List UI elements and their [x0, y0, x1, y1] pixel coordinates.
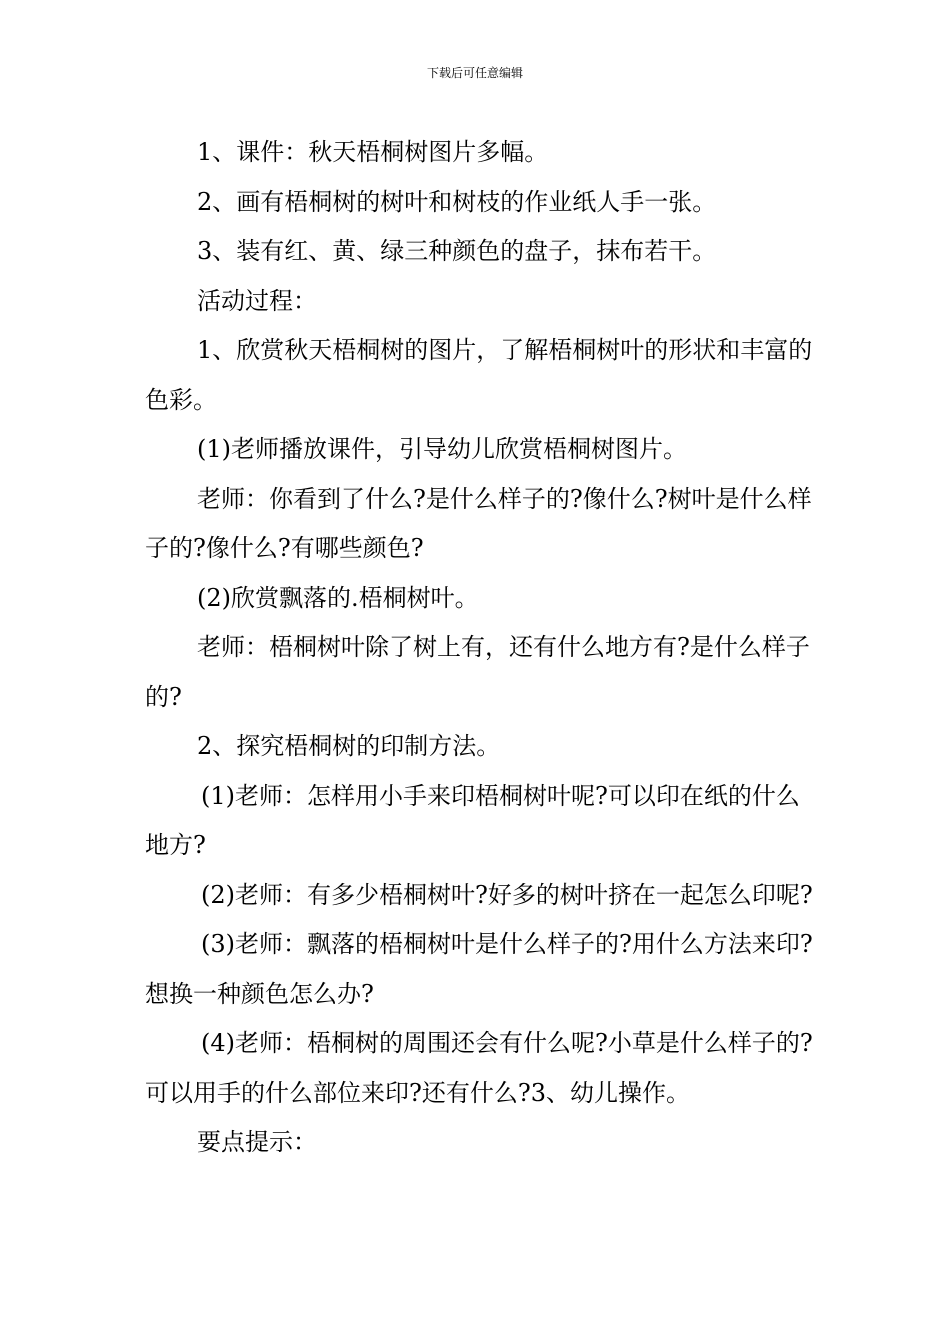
paragraph: 老师：你看到了什么?是什么样子的?像什么?树叶是什么样子的?像什么?有哪些颜色?: [145, 484, 812, 562]
page-header: 下载后可任意编辑: [426, 66, 523, 80]
paragraph: 要点提示：: [197, 1128, 317, 1156]
paragraph: (4)老师：梧桐树的周围还会有什么呢?小草是什么样子的?可以用手的什么部位来印?还有什么?3、幼儿操作。: [145, 1029, 813, 1107]
paragraph: (1)老师播放课件，引导幼儿欣赏梧桐树图片。: [197, 435, 687, 463]
paragraph: (2)老师：有多少梧桐树叶?好多的树叶挤在一起怎么印呢?: [201, 880, 813, 909]
paragraph: 老师：梧桐树叶除了树上有，还有什么地方有?是什么样子的?: [145, 633, 810, 711]
document-body: [145, 128, 813, 1168]
paragraph: 1、欣赏秋天梧桐树的图片，了解梧桐树叶的形状和丰富的色彩。: [145, 336, 813, 414]
paragraph: 2、画有梧桐树的树叶和树枝的作业纸人手一张。: [197, 187, 717, 216]
paragraph: 1、课件：秋天梧桐树图片多幅。: [197, 138, 549, 166]
paragraph: 2、探究梧桐树的印制方法。: [197, 732, 501, 760]
paragraph: 3、装有红、黄、绿三种颜色的盘子，抹布若干。: [197, 237, 717, 265]
paragraph: (1)老师：怎样用小手来印梧桐树叶呢?可以印在纸的什么地方?: [145, 781, 800, 859]
paragraph: 活动过程：: [197, 286, 317, 315]
paragraph: (2)欣赏飘落的.梧桐树叶。: [197, 583, 479, 612]
paragraph: (3)老师：飘落的梧桐树叶是什么样子的?用什么方法来印?想换一种颜色怎么办?: [145, 930, 813, 1008]
